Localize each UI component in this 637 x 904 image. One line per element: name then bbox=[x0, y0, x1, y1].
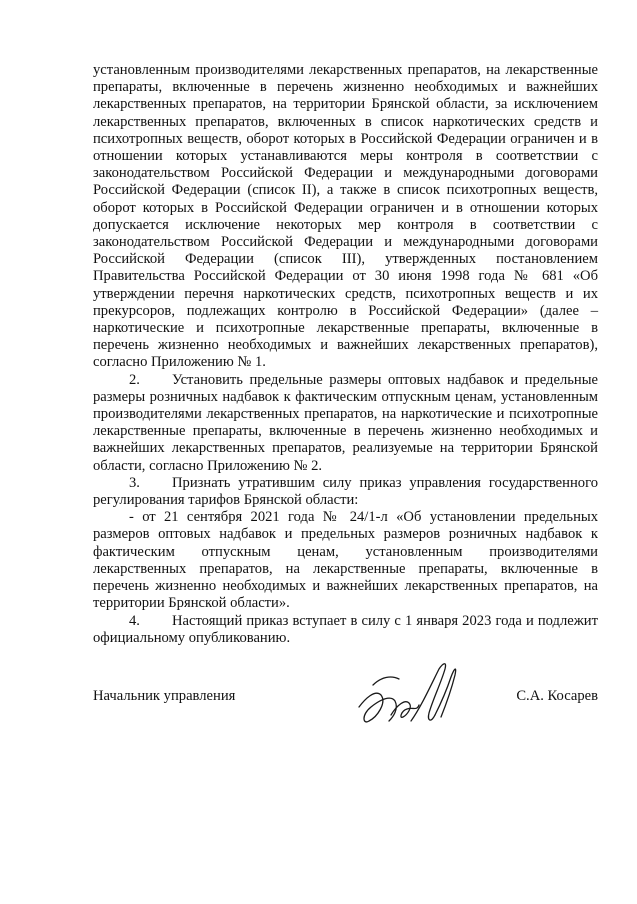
signature-block bbox=[93, 675, 598, 745]
handwritten-signature bbox=[351, 655, 469, 737]
paragraph-1-continuation: установленным производителями лекарственных препаратов, на лекарственные препараты, включенные в перечень жизненно необходимых и важнейших лекарственных препаратов, на территории Брянской области, за исключением лекарственных препаратов, включенных в список наркотических средств и психотропных веществ, оборот которых в Российской Федерации ограничен и в отношении которых устанавливаются меры контроля в соответствии с законодательством Российской Федерации и международными договорами Российской Федерации (список II), а также в список психотропных веществ, оборот которых в Российской Федерации ограничен и в отношении которых допускается исключение некоторых мер контроля в соответствии с законодательством Российской Федерации и международными договорами Российской Федерации (список III), утвержденных постановлением Правительства Российской Федерации от 30 июня 1998 года № 681 «Об утверждении перечня наркотических средств, психотропных веществ и их прекурсоров, подлежащих контролю в Российской Федерации» (далее – наркотические и психотропные лекарственные препараты, включенные в перечень жизненно необходимых и важнейших лекарственных препаратов), согласно Приложению № 1. bbox=[93, 62, 598, 371]
document-body bbox=[93, 62, 598, 647]
paragraph-4 bbox=[93, 613, 598, 647]
paragraph-3 bbox=[93, 475, 598, 509]
paragraph-2 bbox=[93, 372, 598, 475]
paragraph-3-number: 3. bbox=[129, 474, 140, 491]
paragraph-2-number: 2. bbox=[129, 371, 140, 388]
paragraph-4-text: Настоящий приказ вступает в силу с 1 января 2023 года и подлежит официальному опубликованию. bbox=[93, 612, 598, 646]
paragraph-3-text: Признать утратившим силу приказ управления государственного регулирования тарифов Брянской области: bbox=[93, 474, 598, 509]
signatory-name: С.А. Косарев bbox=[516, 688, 598, 704]
signatory-position: Начальник управления bbox=[93, 688, 236, 704]
paragraph-4-number: 4. bbox=[129, 612, 140, 629]
paragraph-2-text: Установить предельные размеры оптовых надбавок и предельные размеры розничных надбавок к фактическим отпускным ценам, установленным производителями лекарственных препаратов, на наркотические и психотропные лекарственные препараты, включенные в перечень жизненно необходимых и важнейших лекарственных препаратов, реализуемые на территории Брянской области, согласно Приложению № 2. bbox=[93, 371, 598, 474]
paragraph-3-item: - от 21 сентября 2021 года № 24/1-л «Об установлении предельных размеров оптовых надбавок и предельных размеров розничных надбавок к фактическим отпускным ценам, установленным производителями лекарственных препаратов, на лекарственные препараты, включенные в перечень жизненно необходимых и важнейших лекарственных препаратов, на территории Брянской области». bbox=[93, 509, 598, 612]
